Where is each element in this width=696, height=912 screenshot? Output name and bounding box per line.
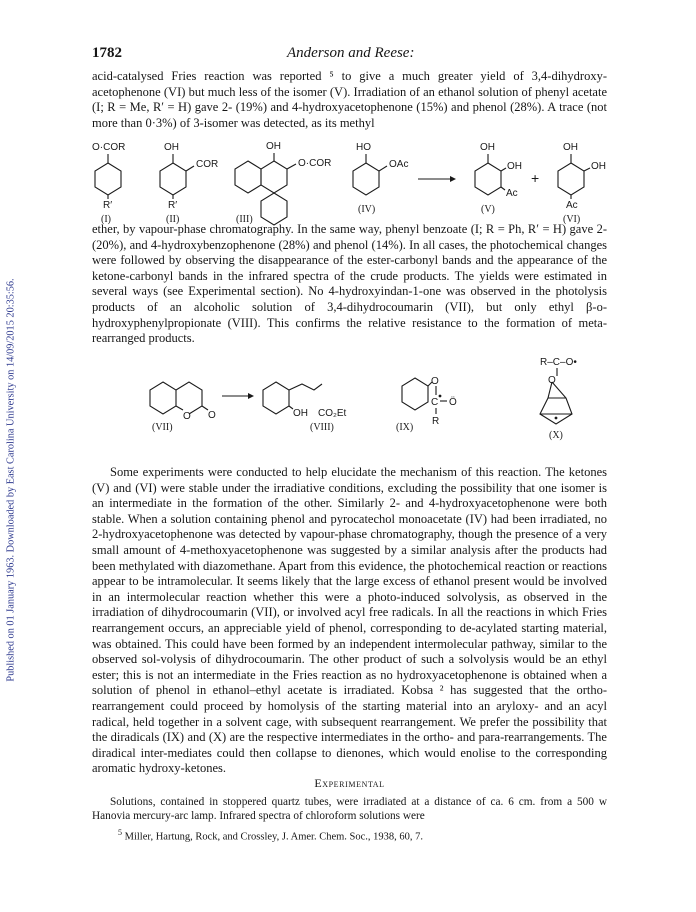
I-top-group: O·COR	[92, 142, 126, 153]
II-top-group: OH	[164, 142, 179, 153]
X-o: O	[548, 375, 556, 386]
IV-side-group: OAc	[389, 159, 409, 170]
II-label: (II)	[166, 214, 180, 225]
IX-o: O	[431, 376, 439, 387]
download-watermark	[4, 150, 18, 810]
IV-label: (IV)	[358, 204, 376, 215]
footnote-text: Miller, Hartung, Rock, and Crossley, J. Amer. Chem. Soc., 1938, 60, 7.	[124, 831, 424, 843]
scheme-2	[0, 358, 696, 458]
I-sub-group: R′	[103, 200, 113, 211]
structure-II	[160, 142, 218, 225]
footnote	[118, 826, 608, 844]
VIII-oh: OH	[293, 408, 308, 419]
structure-III	[235, 141, 331, 225]
III-side-group: O·COR	[298, 158, 332, 169]
experimental-heading: Experimental	[314, 776, 385, 790]
IX-label: (IX)	[396, 422, 414, 433]
VIII-label: (VIII)	[310, 422, 334, 433]
V-sub-group: Ac	[506, 188, 518, 199]
structure-X	[540, 357, 577, 441]
II-sub-group: R′	[168, 200, 178, 211]
page-header	[92, 45, 607, 65]
reaction-arrow-2	[222, 393, 254, 399]
VIII-ester: CO₂Et	[318, 408, 347, 419]
structure-VIII	[263, 382, 347, 433]
structure-IX	[396, 376, 457, 433]
X-top-group: R–C–O•	[540, 357, 577, 368]
structure-I	[92, 142, 125, 225]
III-label: (III)	[236, 214, 253, 225]
V-side-group: OH	[507, 161, 522, 172]
paragraph-1: acid-catalysed Fries reaction was reported ⁵ to give a much greater yield of 3,4-dihydroxy-acetophenone (VI) but much less of the isomer (V). Irradiation of an ethanol solution of phenyl acetate (I; R = Me, R′ = H) gave 2- (19%) and 4-hydroxyacetophenone (15%) and phenol (28%). A trace (not more than 0·3%) of 3-isomer was detected, as its methyl	[92, 69, 607, 130]
paragraph-3: Some experiments were conducted to help elucidate the mechanism of this reaction. The ketones (V) and (VI) were stable under the irradiative conditions, excluding the possibility that one isomer is an intermediate in the formation of the other. Similarly 2- and 4-hydroxyacetophenone were both stable. When a solution containing phenol and pyrocatechol monoacetate (IV) had been irradiated, no 2-hydroxyacetophenone was detected by vapour-phase chromatography, though the presence of a very small amount of 4-methoxyacetophenone was suggested by a similar analysis after the products had been methylated with diazomethane. Apart from this evidence, the photochemical reaction or reactions appear to be intramolecular. It seems likely that the large excess of ethanol present would be involved in an intermolecular reaction whether this were a photo-induced solvolysis, as observed in the irradiation of dihydrocoumarin (VII), or involved acyl free radicals. In all the reactions in which Fries rearrangement occurs, an appreciable yield of phenol, corresponding to de-acylated starting material, was obtained. This could have been formed by an independent intermolecular pathway, similar to the observed sol-volysis of dihydrocoumarin. The other product of such a solvolysis would be an ethyl ester; this is not an intermediate in the Fries reaction as no hydroxyacetophenone is obtained when a solution of phenol in ethanol–ethyl acetate is irradiated. Kobsa ² has suggested that the ortho-rearrangement could proceed by homolysis of the starting material into an aryloxy- and an acyl radical, held together in a solvent cage, with subsequent rearrangement. We prefer the possibility that the diradicals (IX) and (X) are the respective intermediates in the ortho- and para-rearrangements. The diradical inter-mediates could then collapse to dienones, which would enolise to the corresponding aromatic hydroxy-ketones.	[92, 465, 607, 776]
structure-VII	[150, 382, 216, 433]
running-title: Anderson and Reese:	[287, 45, 415, 61]
plus-sign: +	[531, 170, 540, 186]
X-label: (X)	[549, 430, 563, 441]
page-number: 1782	[92, 45, 122, 61]
VI-sub-group: Ac	[566, 200, 578, 211]
III-top-group: OH	[266, 141, 281, 152]
reaction-arrow	[418, 176, 456, 182]
VI-label: (VI)	[563, 214, 581, 225]
IX-r: R	[432, 416, 440, 427]
structure-V	[475, 142, 522, 215]
scheme-1	[0, 136, 696, 236]
IV-top-group: HO	[356, 142, 371, 153]
VII-ring-o: O	[183, 411, 191, 422]
watermark-text: Published on 01 January 1963. Downloaded by East Carolina University on 14/09/2015 20:35:56.	[5, 278, 17, 682]
I-label: (I)	[101, 214, 111, 225]
V-label: (V)	[481, 204, 495, 215]
IX-c: C	[431, 397, 439, 408]
VI-side-group: OH	[591, 161, 606, 172]
VII-carbonyl-o: O	[208, 410, 216, 421]
II-side-group: COR	[196, 159, 219, 170]
V-top-group: OH	[480, 142, 495, 153]
structure-VI	[558, 142, 606, 225]
footnote-mark: 5	[118, 828, 122, 837]
VI-top-group: OH	[563, 142, 578, 153]
IX-radical-o: Ö	[449, 397, 457, 408]
structure-IV	[353, 142, 408, 215]
paragraph-4: Solutions, contained in stoppered quartz tubes, were irradiated at a distance of ca. 6 cm. from a 500 w Hanovia mercury-arc lamp. Infrared spectra of chloroform solutions were	[92, 796, 607, 822]
VII-label: (VII)	[152, 422, 173, 433]
paragraph-2: ether, by vapour-phase chromatography. In the same way, phenyl benzoate (I; R = Ph, R′ = H) gave 2- (20%), and 4-hydroxybenzophenone (28%) and phenol (14%). In all cases, the photochemical changes were followed by observing the disappearance of the ester-carbonyl bands and the appearance of the ketone-carbonyl bands in the infrared spectra of the crude products. The yields were estimated in several ways (see Experimental section). No 4-hydroxyindan-1-one was observed in the photolysis products of an alcoholic solution of 3,4-dihydrocoumarin (VII), but only ethyl β-o-hydroxyphenylpropionate (VIII). This confirms the relative resistance to the formation of meta-rearranged products.	[92, 222, 607, 346]
